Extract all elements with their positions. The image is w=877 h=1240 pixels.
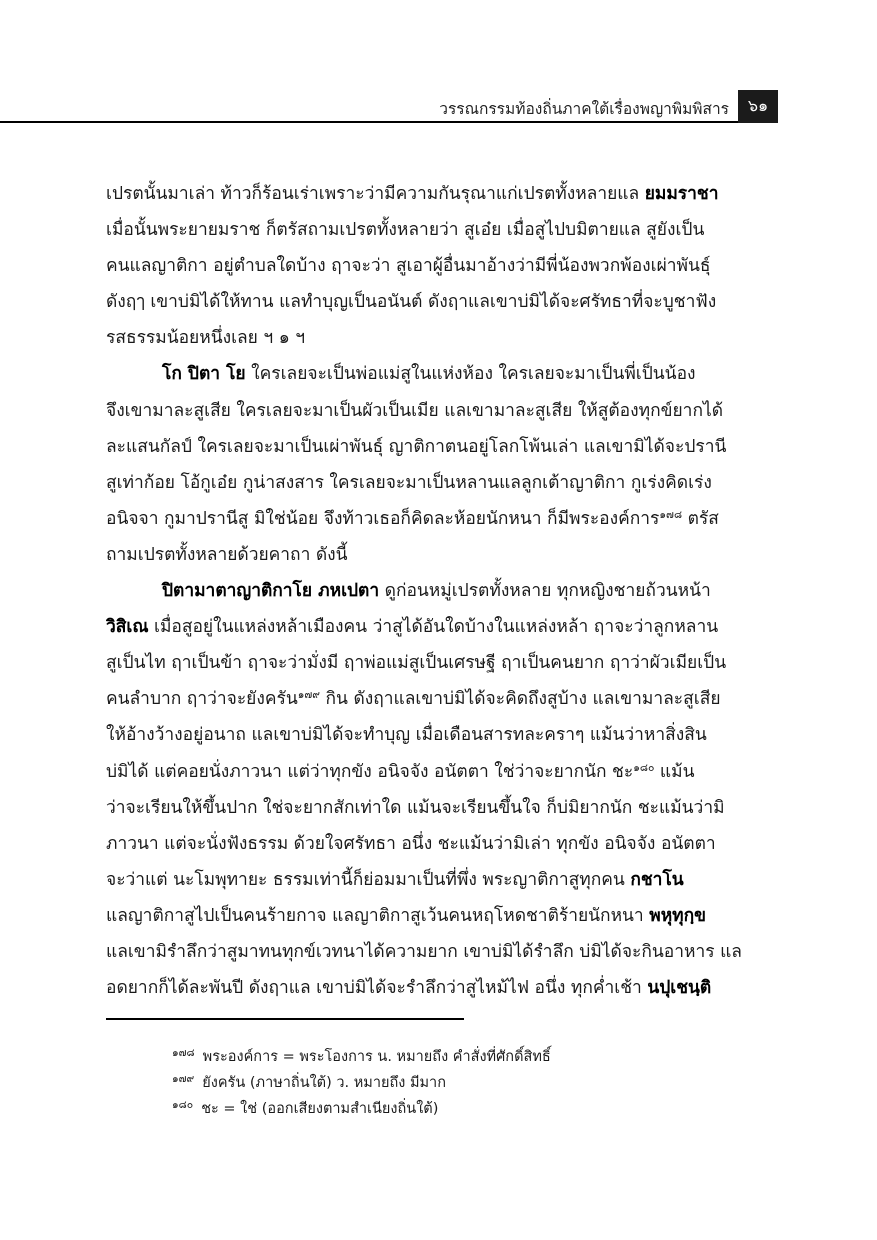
text-line: ดังฤๅ เขาบ่มิได้ให้ทาน แลทำบุญเป็นอนันต์ ดังฤาแลเขาบ่มิได้จะศรัทธาที่จะบูชาฟัง (106, 292, 717, 313)
text-line: เมื่อนั้นพระยายมราช ก็ตรัสถามเปรตทั้งหลายว่า สูเอ๋ย เมื่อสูไปบมิตายแล สูยังเป็น (106, 220, 705, 241)
bold-term: นปุเชนฺติ (647, 978, 712, 999)
text-line (106, 681, 778, 717)
bold-term: ยมมราชา (644, 184, 719, 204)
text-segment: เปรตนั้นมาเล่า ท้าวก็ร้อนเร่าเพราะว่ามีความกันรุณาแก่เปรตทั้งหลายแล (106, 184, 645, 204)
text-line (106, 501, 778, 537)
text-line: สูเท่าก้อย โอ้กูเอ๋ย กูน่าสงสาร ใครเลยจะมาเป็นหลานแลลูกเต้าญาติกา กูเร่งคิดเร่ง (106, 472, 712, 493)
text-segment: คนลำบาก ฤาว่าจะยังครัน (106, 689, 298, 710)
footnote-text: พระองค์การ = พระโองการ น. หมายถึง คำสั่งที่ศักดิ์สิทธิ์ (202, 1049, 551, 1065)
bold-term: พหุทุกฺข (649, 905, 707, 926)
running-title: วรรณกรรมท้องถิ่นภาคใต้เรื่องพญาพิมพิสาร (439, 100, 729, 118)
text-line: ถามเปรตทั้งหลายด้วยคาถา ดังนี้ (106, 544, 348, 565)
text-line: ว่าจะเรียนให้ขึ้นปาก ใช่จะยากสักเท่าใด แม้นจะเรียนขึ้นใจ ก็บ่มิยากนัก ชะแม้นว่ามิ (106, 797, 725, 818)
bold-term: วิสิเณ (106, 617, 149, 638)
header-rule (0, 121, 738, 123)
text-segment: เมื่อสูอยู่ในแหล่งหล้าเมืองคน ว่าสูได้อันใดบ้างในแหล่งหล้า ฤาจะว่าลูกหลาน (148, 617, 719, 638)
text-line (106, 862, 778, 898)
footnote-number: ๑๗๙ (172, 1073, 195, 1085)
footnote-ref: ๑๗๘ (659, 508, 683, 521)
text-segment: อนิจจา กูมาปรานีสู มิใช่น้อย จึงท้าวเธอก็คิดละห้อยนักหนา ก็มีพระองค์การ (106, 508, 660, 529)
text-line: รสธรรมน้อยหนึ่งเลย ฯ ๑ ฯ (106, 328, 306, 349)
text-segment: แม้น (654, 761, 695, 782)
text-line: สูเป็นไท ฤาเป็นข้า ฤาจะว่ามั่งมี ฤาพ่อแม่สูเป็นเศรษฐี ฤาเป็นคนยาก ฤาว่าผัวเมียเป็น (106, 653, 727, 674)
text-segment: กิน ดังฤาแลเขาบ่มิได้จะคิดถึงสูบ้าง แลเขามาละสูเสีย (319, 689, 721, 710)
footnote-text: ยังครัน (ภาษาถิ่นใต้) ว. หมายถึง มีมาก (202, 1075, 446, 1091)
text-line: ภาวนา แต่จะนั่งฟังธรรม ด้วยใจศรัทธา อนึ่ง ชะแม้นว่ามิเล่า ทุกขัง อนิจจัง อนัตตา (106, 833, 716, 854)
text-line: คนแลญาติกา อยู่ตำบลใดบ้าง ฤาจะว่า สูเอาผู้อื่นมาอ้างว่ามีพี่น้องพวกพ้องเผ่าพันธุ์ (106, 256, 711, 277)
text-line (106, 356, 778, 392)
bold-term: โก ปิตา โย (162, 364, 246, 385)
footnote-separator (106, 1018, 464, 1020)
text-segment: ดูก่อนหมู่เปรตทั้งหลาย ทุกหญิงชายถ้วนหน้า (379, 581, 711, 602)
text-segment: แลญาติกาสูไปเป็นคนร้ายกาจ แลญาติกาสูเว้นคนหฤโหดชาติร้ายนักหนา (106, 905, 650, 926)
text-line (106, 573, 778, 609)
text-line: จึงเขามาละสูเสีย ใครเลยจะมาเป็นผัวเป็นเมีย แลเขามาละสูเสีย ให้สูต้องทุกข์ยากได้ (106, 400, 724, 421)
footnote-number: ๑๗๘ (172, 1047, 195, 1059)
text-line: แลเขามิรำลึกว่าสูมาทนทุกข์เวทนาได้ความยาก เขาบ่มิได้รำลึก บ่มิได้จะกินอาหาร แล (106, 941, 742, 962)
text-segment: ใครเลยจะเป็นพ่อแม่สูในแห่งห้อง ใครเลยจะมาเป็นพี่เป็นน้อง (245, 364, 696, 385)
text-segment: อดยากก็ได้ละพันปี ดังฤาแล เขาบ่มิได้จะรำลึกว่าสูไหม้ไฟ อนึ่ง ทุกค่ำเช้า (106, 978, 648, 999)
footnotes (172, 1040, 692, 1118)
footnote (172, 1092, 692, 1118)
footnote-number: ๑๘๐ (172, 1099, 194, 1111)
text-line: ละแสนกัลป์ ใครเลยจะมาเป็นเผ่าพันธุ์ ญาติกาตนอยู่โลกโพ้นเล่า แลเขามิได้จะปรานี (106, 436, 727, 457)
text-segment: ตรัส (682, 508, 719, 529)
text-line (106, 898, 778, 934)
bold-term: กชาโน (630, 869, 684, 890)
text-line (106, 176, 778, 212)
bold-term: ปิตามาตาญาติกาโย ภหเปตา (162, 581, 380, 602)
text-segment: บ่มิได้ แต่คอยนั่งภาวนา แต่ว่าทุกขัง อนิจจัง อนัตตา ใช่ว่าจะยากนัก ชะ (106, 761, 634, 782)
page-header (0, 90, 877, 124)
footnote-ref: ๑๗๙ (297, 689, 320, 702)
footnote (172, 1040, 692, 1066)
text-line (106, 609, 778, 645)
text-line (106, 970, 778, 1006)
text-segment: จะว่าแต่ นะโมพุทายะ ธรรมเท่านี้ก็ย่อมมาเป็นที่พึ่ง พระญาติกาสูทุกคน (106, 869, 631, 890)
footnote-text: ชะ = ใช่ (ออกเสียงตามสำเนียงถิ่นใต้) (201, 1101, 439, 1117)
footnote-ref: ๑๘๐ (633, 761, 655, 774)
body-text (106, 176, 778, 1006)
footnote (172, 1066, 692, 1092)
page-number-badge: ๖๑ (738, 90, 778, 123)
text-line: ให้อ้างว้างอยู่อนาถ แลเขาบ่มิได้จะทำบุญ เมื่อเดือนสารทละคราๆ แม้นว่าหาสิ่งสิน (106, 725, 707, 746)
text-line (106, 754, 778, 790)
